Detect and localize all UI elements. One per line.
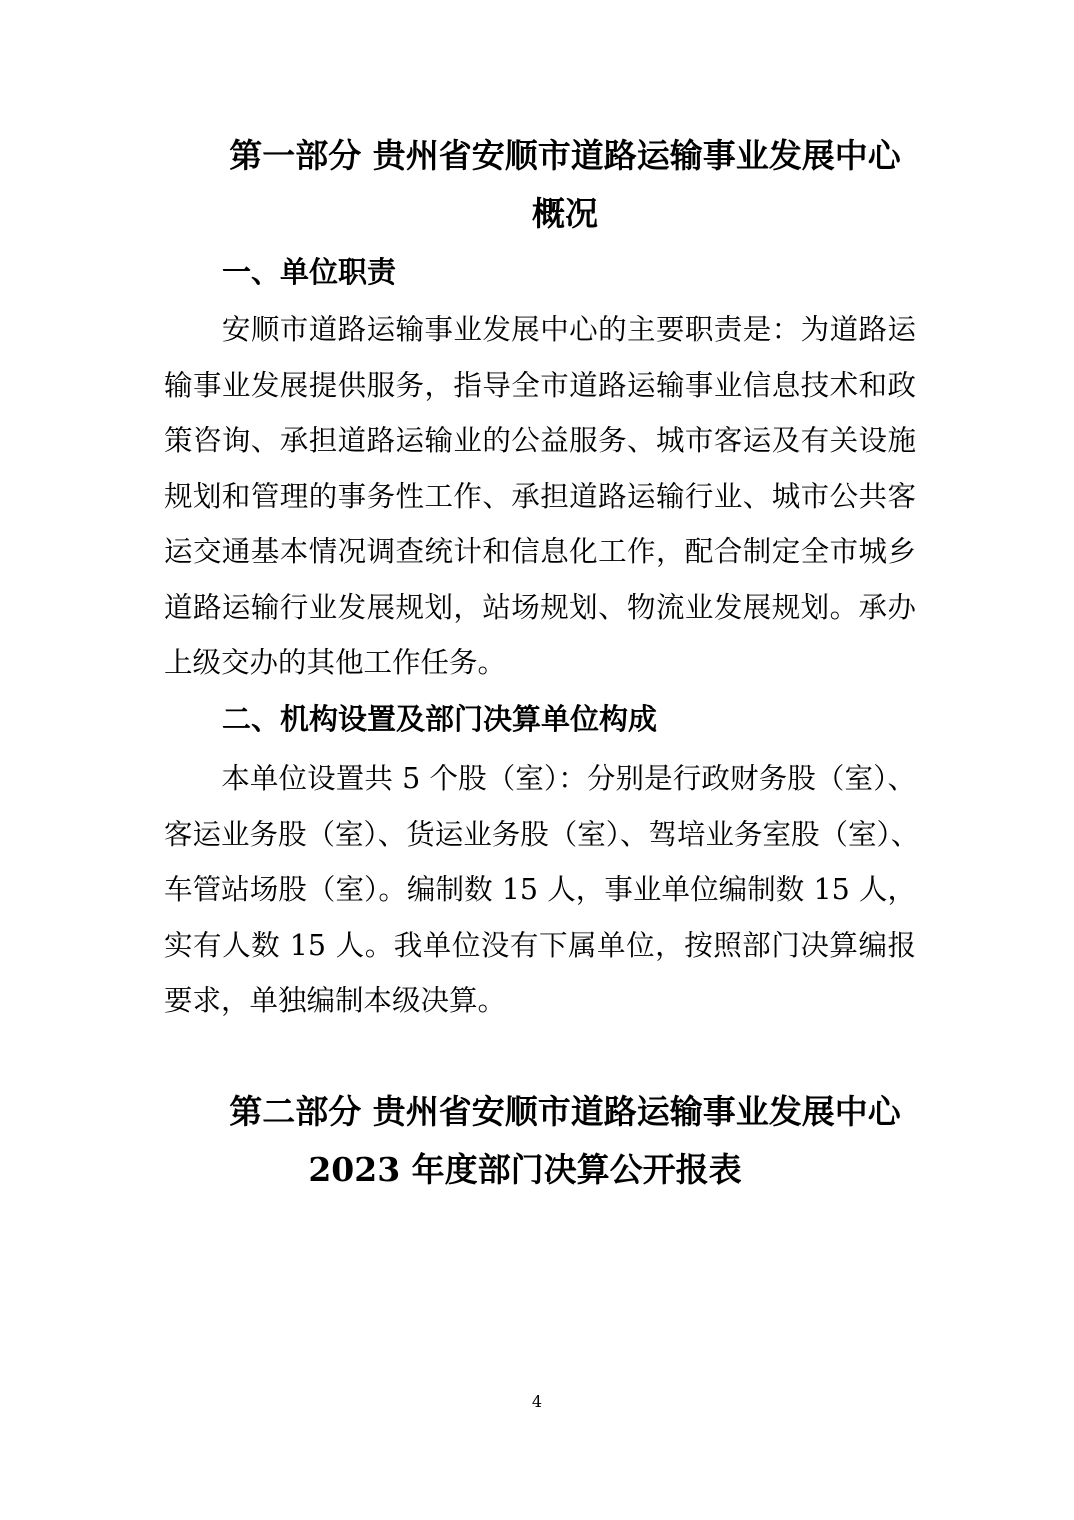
part-one-title-line1: 第一部分 贵州省安顺市道路运输事业发展中心 bbox=[229, 136, 901, 175]
page-number: 4 bbox=[531, 1392, 543, 1411]
body-line: 要求，单独编制本级决算。 bbox=[164, 984, 507, 1017]
section-two-heading: 二、机构设置及部门决算单位构成 bbox=[222, 702, 658, 736]
body-line: 规划和管理的事务性工作、承担道路运输行业、城市公共客 bbox=[164, 479, 916, 513]
body-line: 输事业发展提供服务，指导全市道路运输事业信息技术和政 bbox=[164, 368, 916, 402]
part-two-title-line1: 第二部分 贵州省安顺市道路运输事业发展中心 bbox=[229, 1092, 901, 1131]
body-line: 道路运输行业发展规划，站场规划、物流业发展规划。承办 bbox=[164, 590, 916, 624]
part-two-title-line2: 2023 年度部门决算公开报表 bbox=[308, 1150, 742, 1189]
body-line: 上级交办的其他工作任务。 bbox=[164, 646, 507, 679]
body-line: 策咨询、承担道路运输业的公益服务、城市客运及有关设施 bbox=[164, 424, 916, 457]
body-line: 本单位设置共 5 个股（室）：分别是行政财务股（室）、 bbox=[164, 762, 916, 795]
section-two-body bbox=[164, 751, 920, 1029]
body-line: 客运业务股（室）、货运业务股（室）、驾培业务室股（室）、 bbox=[164, 817, 920, 851]
section-one-heading: 一、单位职责 bbox=[222, 255, 397, 289]
part-one-title-line2: 概况 bbox=[532, 194, 598, 233]
body-line: 车管站场股（室）。编制数 15 人，事业单位编制数 15 人， bbox=[164, 873, 916, 906]
body-line: 实有人数 15 人。我单位没有下属单位，按照部门决算编报 bbox=[164, 928, 916, 962]
body-line: 运交通基本情况调查统计和信息化工作，配合制定全市城乡 bbox=[164, 535, 916, 568]
body-line: 安顺市道路运输事业发展中心的主要职责是：为道路运 bbox=[164, 313, 916, 346]
section-one-body bbox=[164, 302, 916, 691]
